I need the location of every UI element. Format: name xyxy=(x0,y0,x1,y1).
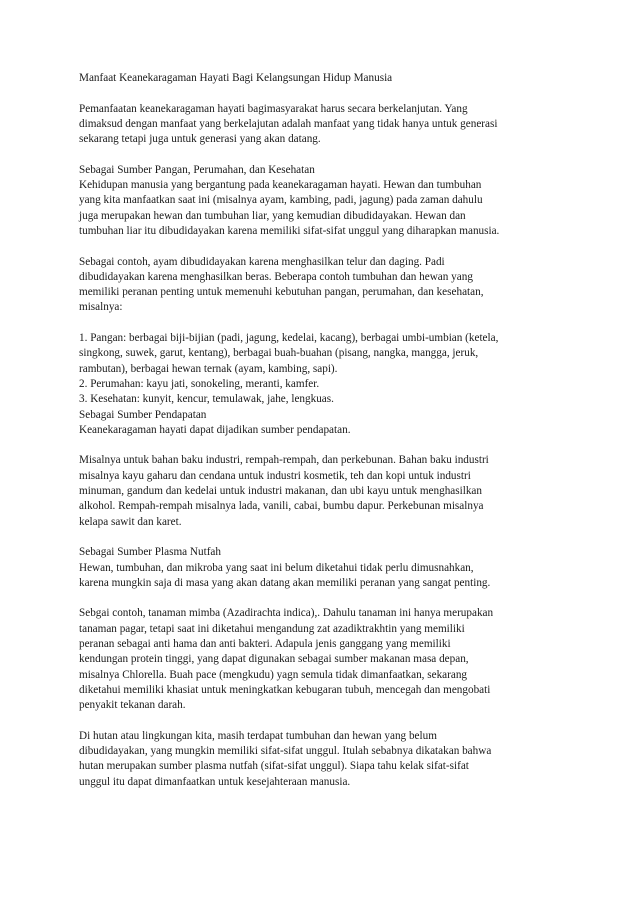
text-line: misalnya kayu gaharu dan cendana untuk industri kosmetik, teh dan kopi untuk industri xyxy=(79,469,471,482)
plasma-section xyxy=(79,545,565,591)
text-line: Di hutan atau lingkungan kita, masih terdapat tumbuhan dan hewan yang belum xyxy=(79,729,437,742)
text-line: Pemanfaatan keanekaragaman hayati bagimasyarakat harus secara berkelanjutan. Yang xyxy=(79,102,468,115)
text-line: Keanekaragaman hayati dapat dijadikan sumber pendapatan. xyxy=(79,423,351,436)
list-item: rambutan), berbagai hewan ternak (ayam, kambing, sapi). xyxy=(79,362,338,375)
text-line: Sebagai contoh, ayam dibudidayakan karena menghasilkan telur dan daging. Padi xyxy=(79,255,445,268)
contoh-paragraph xyxy=(79,255,565,316)
list-item: 2. Perumahan: kayu jati, sonokeling, meranti, kamfer. xyxy=(79,377,320,390)
document-title: Manfaat Keanekaragaman Hayati Bagi Kelangsungan Hidup Manusia xyxy=(79,72,393,84)
text-line: minuman, gandum dan kedelai untuk industri makanan, dan ubi kayu untuk menghasilkan xyxy=(79,485,482,498)
text-line: juga merupakan hewan dan tumbuhan liar, yang kemudian dibudidayakan. Hewan dan xyxy=(79,209,466,222)
list-item: 1. Pangan: berbagai biji-bijian (padi, jagung, kedelai, kacang), berbagai umbi-umbian (ketela, xyxy=(79,332,499,345)
document-page xyxy=(79,71,565,790)
text-line: memiliki peranan penting untuk memenuhi kebutuhan pangan, perumahan, dan kesehatan, xyxy=(79,286,484,299)
text-line: peranan sebagai anti hama dan anti bakteri. Adapula jenis ganggang yang memiliki xyxy=(79,637,451,650)
text-line: tumbuhan liar itu dibudidayakan karena memiliki sifat-sifat unggul yang diharapkan manusia. xyxy=(79,224,500,237)
text-line: Misalnya untuk bahan baku industri, rempah-rempah, dan perkebunan. Bahan baku industri xyxy=(79,454,489,467)
text-line: Kehidupan manusia yang bergantung pada keanekaragaman hayati. Hewan dan tumbuhan xyxy=(79,179,482,192)
text-line: alkohol. Rempah-rempah misalnya lada, vanili, cabai, bumbu dapur. Perkebunan misalnya xyxy=(79,500,484,513)
text-line: sekarang tetapi juga untuk generasi yang akan datang. xyxy=(79,133,321,146)
intro-paragraph xyxy=(79,102,565,148)
text-line: karena mungkin saja di masa yang akan datang akan memiliki peranan yang sangat penting. xyxy=(79,576,491,589)
text-line: misalnya Chlorella. Buah pace (mengkudu) yagn semula tidak dimanfaatkan, sekarang xyxy=(79,668,468,681)
text-line: tanaman pagar, tetapi saat ini diketahui mengandung zat azadiktrakhtin yang memiliki xyxy=(79,622,465,635)
text-line: kelapa sawit dan karet. xyxy=(79,515,182,528)
pendapatan-section xyxy=(79,408,565,439)
section-heading-pendapatan: Sebagai Sumber Pendapatan xyxy=(79,408,207,421)
text-line: yang kita manfaatkan saat ini (misalnya ayam, kambing, padi, jagung) pada zaman dahulu xyxy=(79,194,483,207)
list-item: 3. Kesehatan: kunyit, kencur, temulawak, jahe, lengkuas. xyxy=(79,393,334,406)
resource-list xyxy=(79,331,565,407)
mimba-paragraph xyxy=(79,606,565,713)
text-line: penyakit tekanan darah. xyxy=(79,699,186,712)
section-heading-pangan: Sebagai Sumber Pangan, Perumahan, dan Kesehatan xyxy=(79,163,315,176)
text-line: Sebgai contoh, tanaman mimba (Azadirachta indica),. Dahulu tanaman ini hanya merupakan xyxy=(79,607,494,620)
text-line: dibudidayakan karena menghasilkan beras. Beberapa contoh tumbuhan dan hewan yang xyxy=(79,270,473,283)
text-line: diketahui memiliki khasiat untuk meningkatkan kebugaran tubuh, mencegah dan mengobati xyxy=(79,683,491,696)
list-item: singkong, suwek, garut, kentang), berbagai buah-buahan (pisang, nangka, mangga, jeruk, xyxy=(79,347,479,360)
hutan-paragraph xyxy=(79,729,565,790)
text-line: dibudidayakan, yang mungkin memiliki sifat-sifat unggul. Itulah sebabnya dikatakan bahwa xyxy=(79,745,492,758)
pangan-section xyxy=(79,163,565,239)
text-line: kendungan protein tinggi, yang dapat digunakan sebagai sumber makanan masa depan, xyxy=(79,653,469,666)
misalnya-paragraph xyxy=(79,453,565,529)
text-line: hutan merupakan sumber plasma nutfah (sifat-sifat unggul). Siapa tahu kelak sifat-sifat xyxy=(79,760,469,773)
text-line: Hewan, tumbuhan, dan mikroba yang saat ini belum diketahui tidak perlu dimusnahkan, xyxy=(79,561,474,574)
section-heading-plasma: Sebagai Sumber Plasma Nutfah xyxy=(79,546,221,559)
text-line: unggul itu dapat dimanfaatkan untuk kesejahteraan manusia. xyxy=(79,775,351,788)
text-line: dimaksud dengan manfaat yang berkelajutan adalah manfaat yang tidak hanya untuk generasi xyxy=(79,117,498,130)
text-line: misalnya: xyxy=(79,301,123,314)
